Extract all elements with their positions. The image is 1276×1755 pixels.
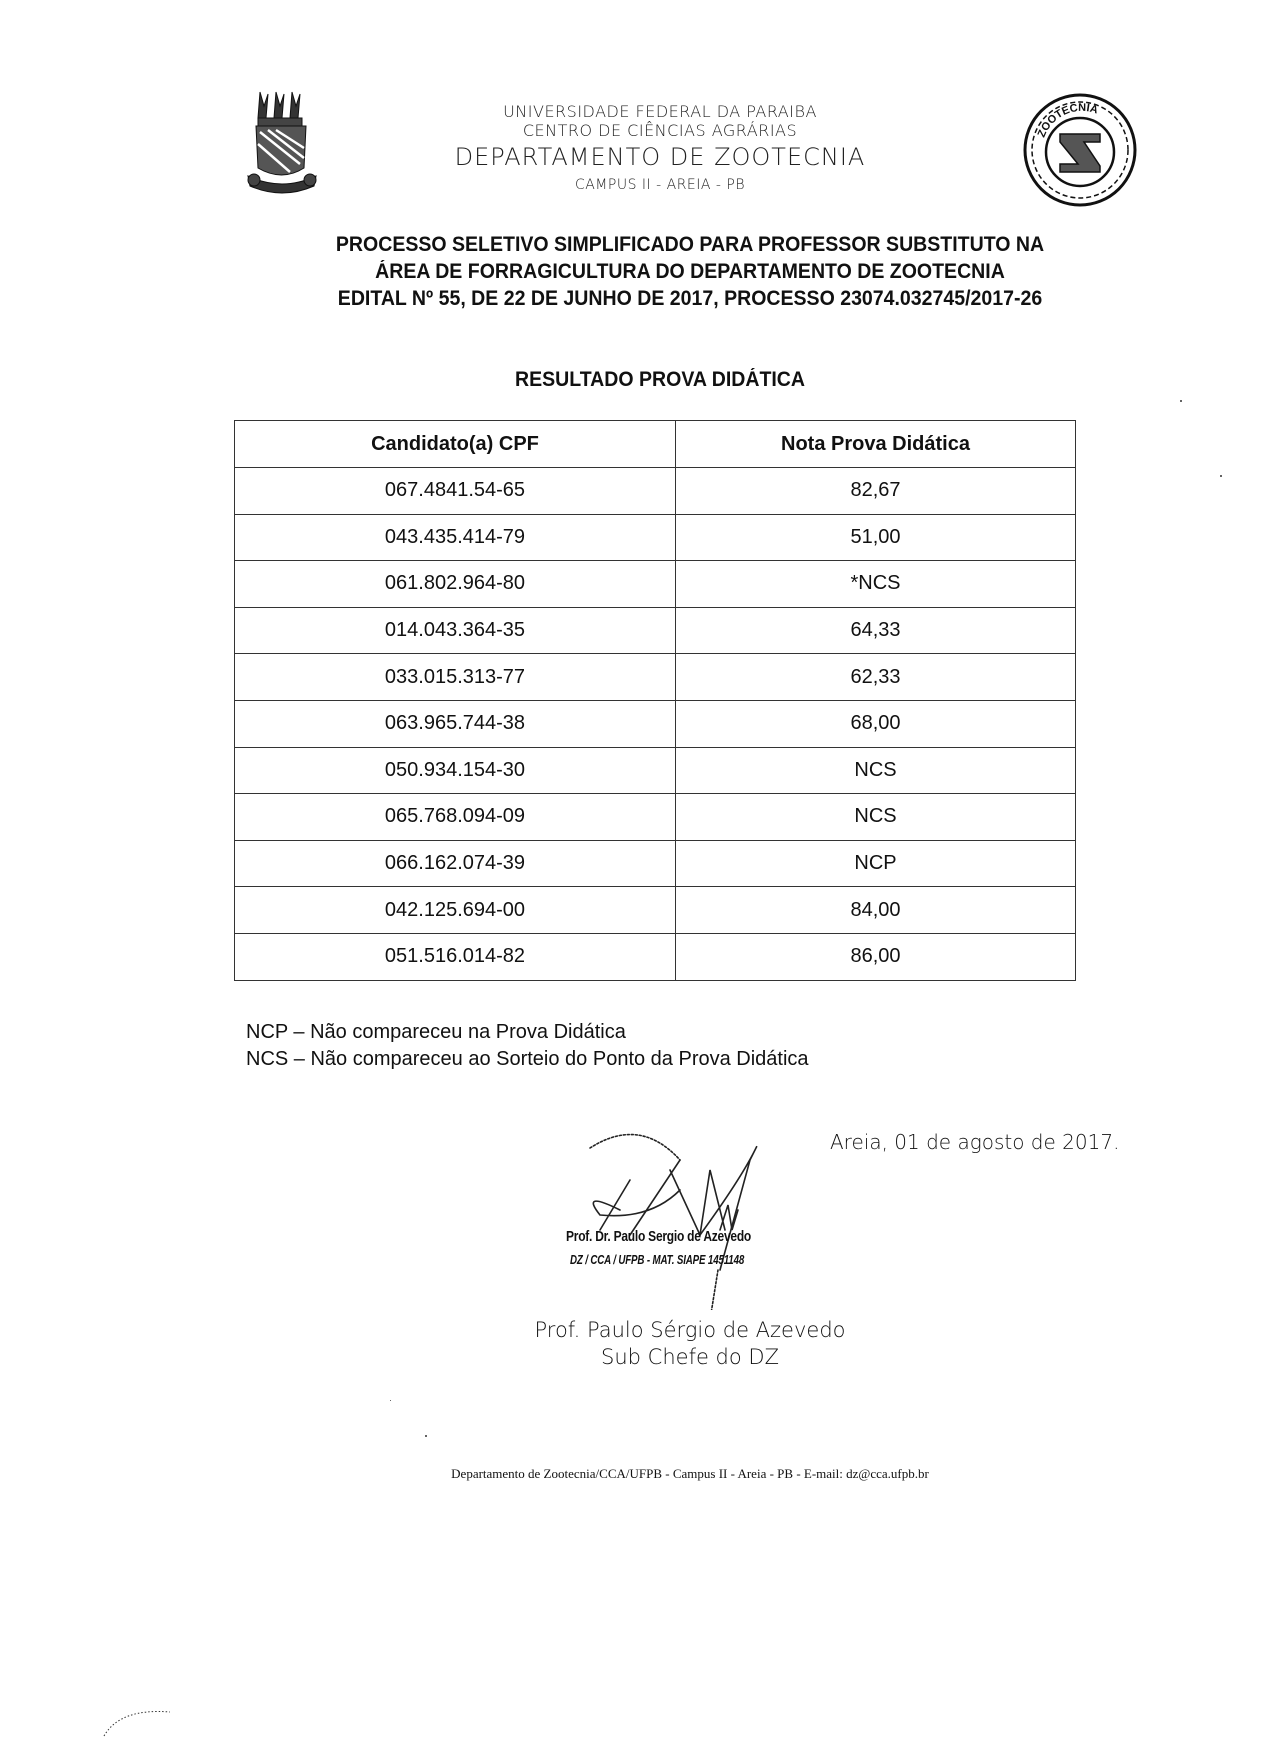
table-row bbox=[235, 933, 1076, 980]
table-row bbox=[235, 794, 1076, 841]
table-row bbox=[235, 747, 1076, 794]
scan-speck bbox=[390, 1400, 391, 1401]
nota-cell: 64,33 bbox=[676, 607, 1076, 654]
handwritten-signature bbox=[560, 1120, 820, 1310]
table-row bbox=[235, 514, 1076, 561]
signer-name: Prof. Paulo Sérgio de Azevedo bbox=[534, 1318, 846, 1342]
cpf-cell: 042.125.694-00 bbox=[235, 887, 676, 934]
column-header-cpf: Candidato(a) CPF bbox=[235, 421, 676, 468]
scan-speck bbox=[1180, 400, 1182, 402]
nota-cell: 62,33 bbox=[676, 654, 1076, 701]
cpf-cell: 065.768.094-09 bbox=[235, 794, 676, 841]
date-line: Areia, 01 de agosto de 2017. bbox=[830, 1130, 1120, 1154]
zootecnia-seal-icon bbox=[1020, 90, 1140, 210]
cpf-cell: 066.162.074-39 bbox=[235, 840, 676, 887]
nota-cell: 68,00 bbox=[676, 700, 1076, 747]
scan-speck bbox=[1220, 475, 1222, 477]
signer-role: Sub Chefe do DZ bbox=[601, 1345, 779, 1369]
cpf-cell: 067.4841.54-65 bbox=[235, 468, 676, 515]
nota-cell: *NCS bbox=[676, 561, 1076, 608]
footer-contact: Departamento de Zootecnia/CCA/UFPB - Campus II - Areia - PB - E-mail: dz@cca.ufpb.br bbox=[451, 1466, 929, 1481]
scan-speck bbox=[425, 1435, 427, 1437]
nota-cell: NCS bbox=[676, 794, 1076, 841]
cpf-cell: 043.435.414-79 bbox=[235, 514, 676, 561]
cpf-cell: 033.015.313-77 bbox=[235, 654, 676, 701]
cpf-cell: 051.516.014-82 bbox=[235, 933, 676, 980]
stamp-registration: DZ / CCA / UFPB - MAT. SIAPE 1451148 bbox=[570, 1252, 745, 1267]
document-title-line-1: PROCESSO SELETIVO SIMPLIFICADO PARA PROFESSOR SUBSTITUTO NA bbox=[335, 233, 1045, 256]
table-row bbox=[235, 607, 1076, 654]
document-title-line-2: ÁREA DE FORRAGICULTURA DO DEPARTAMENTO DE ZOOTECNIA bbox=[375, 260, 1005, 283]
table-row bbox=[235, 887, 1076, 934]
section-title: RESULTADO PROVA DIDÁTICA bbox=[514, 368, 806, 391]
table-row bbox=[235, 654, 1076, 701]
nota-cell: 51,00 bbox=[676, 514, 1076, 561]
table-header-row bbox=[235, 421, 1076, 468]
table-row bbox=[235, 840, 1076, 887]
nota-cell: NCS bbox=[676, 747, 1076, 794]
nota-cell: 86,00 bbox=[676, 933, 1076, 980]
department-name: DEPARTAMENTO DE ZOOTECNIA bbox=[454, 143, 866, 171]
table-row bbox=[235, 700, 1076, 747]
cpf-cell: 063.965.744-38 bbox=[235, 700, 676, 747]
cpf-cell: 014.043.364-35 bbox=[235, 607, 676, 654]
column-header-nota: Nota Prova Didática bbox=[676, 421, 1076, 468]
legend-ncs: NCS – Não compareceu ao Sorteio do Ponto da Prova Didática bbox=[246, 1048, 809, 1070]
seal-text: ZOOTECNIA bbox=[1035, 101, 1100, 140]
table-row bbox=[235, 468, 1076, 515]
table-row bbox=[235, 561, 1076, 608]
university-name: UNIVERSIDADE FEDERAL DA PARAIBA bbox=[503, 102, 817, 121]
nota-cell: 84,00 bbox=[676, 887, 1076, 934]
document-title-line-3: EDITAL Nº 55, DE 22 DE JUNHO DE 2017, PROCESSO 23074.032745/2017-26 bbox=[337, 287, 1043, 310]
scan-scratch bbox=[100, 1700, 180, 1740]
stamp-name: Prof. Dr. Paulo Sergio de Azevedo bbox=[566, 1228, 752, 1245]
nota-cell: NCP bbox=[676, 840, 1076, 887]
nota-cell: 82,67 bbox=[676, 468, 1076, 515]
campus-name: CAMPUS II - AREIA - PB bbox=[574, 177, 746, 193]
cpf-cell: 050.934.154-30 bbox=[235, 747, 676, 794]
cpf-cell: 061.802.964-80 bbox=[235, 561, 676, 608]
legend-ncp: NCP – Não compareceu na Prova Didática bbox=[246, 1021, 626, 1043]
results-table bbox=[234, 420, 1076, 981]
center-name: CENTRO DE CIÊNCIAS AGRÁRIAS bbox=[522, 121, 798, 140]
ufpb-crest-icon bbox=[246, 88, 318, 200]
